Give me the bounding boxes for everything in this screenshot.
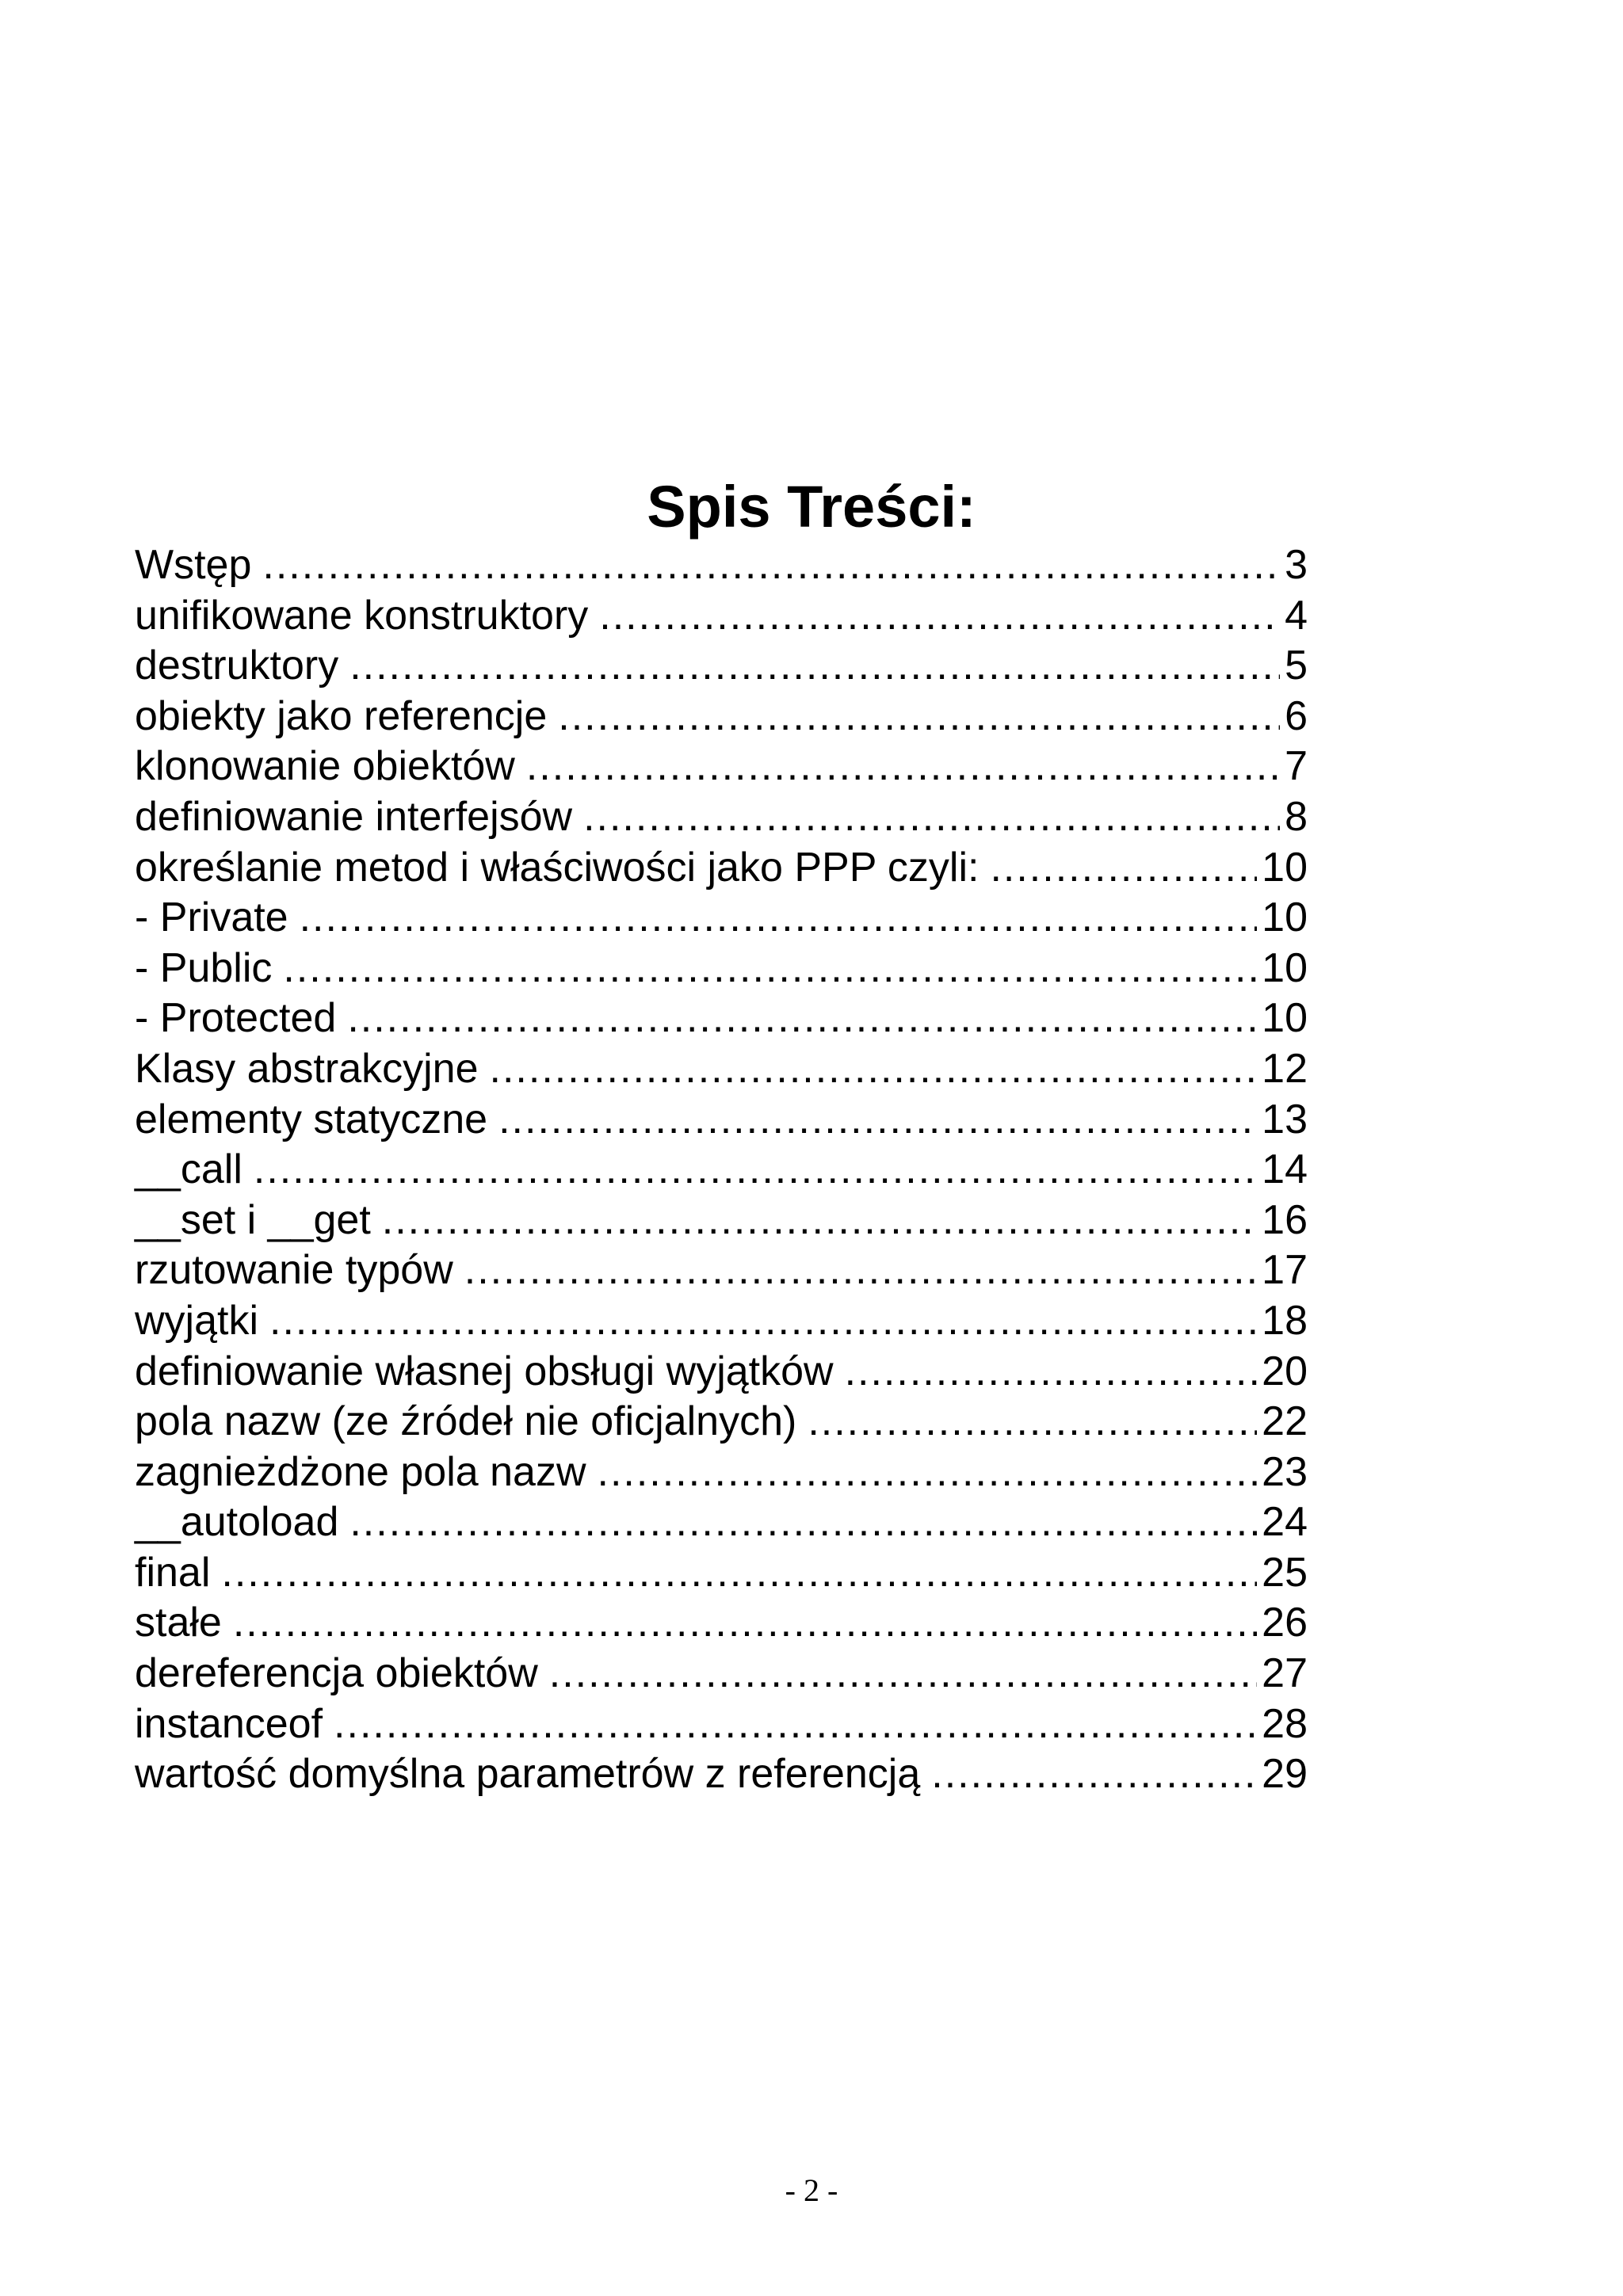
toc-entry-label: określanie metod i właściwości jako PPP czyli:	[135, 844, 980, 891]
toc-entry-page: 13	[1262, 1096, 1308, 1142]
toc-leader-dots	[233, 1598, 1257, 1649]
toc-entry-page: 10	[1262, 995, 1308, 1042]
toc-leader-dots	[549, 1649, 1257, 1699]
toc-entry	[135, 944, 1308, 994]
toc-entry-label: - Public	[135, 944, 273, 991]
toc-entry	[135, 792, 1308, 843]
toc-leader-dots	[221, 1548, 1257, 1599]
toc-entry-label: zagnieżdżone pola nazw	[135, 1448, 586, 1495]
toc-leader-dots	[347, 994, 1257, 1044]
toc-entry	[135, 1347, 1308, 1398]
toc-entry-page: 28	[1262, 1700, 1308, 1747]
toc-leader-dots	[931, 1749, 1257, 1800]
toc-leader-dots	[262, 540, 1280, 591]
toc-entry	[135, 893, 1308, 944]
toc-entry	[135, 994, 1308, 1044]
toc-leader-dots	[526, 742, 1280, 792]
toc-entry-page: 4	[1285, 592, 1308, 639]
toc-entry-label: obiekty jako referencje	[135, 692, 548, 739]
toc-entry	[135, 843, 1308, 894]
toc-entry	[135, 540, 1308, 591]
toc-leader-dots	[583, 792, 1280, 843]
toc-leader-dots	[349, 641, 1280, 692]
toc-entry-label: __autoload	[135, 1499, 339, 1546]
toc-entry-page: 10	[1262, 944, 1308, 991]
toc-entry-page: 17	[1262, 1247, 1308, 1294]
toc-list	[135, 540, 1308, 1800]
toc-leader-dots	[490, 1044, 1258, 1095]
toc-entry	[135, 591, 1308, 642]
toc-entry	[135, 1548, 1308, 1599]
toc-entry-label: unifikowane konstruktory	[135, 592, 589, 639]
toc-entry	[135, 1447, 1308, 1498]
toc-entry-label: __call	[135, 1146, 242, 1193]
toc-entry-label: elementy statyczne	[135, 1096, 488, 1142]
toc-leader-dots	[283, 944, 1257, 994]
toc-leader-dots	[845, 1347, 1258, 1398]
toc-entry-page: 7	[1285, 743, 1308, 790]
toc-entry-label: wyjątki	[135, 1297, 259, 1344]
toc-entry-page: 10	[1262, 894, 1308, 941]
toc-entry-label: - Private	[135, 894, 288, 941]
toc-entry-page: 6	[1285, 692, 1308, 739]
toc-entry	[135, 641, 1308, 692]
toc-entry-page: 16	[1262, 1196, 1308, 1243]
toc-entry-label: definiowanie interfejsów	[135, 793, 573, 840]
toc-entry-page: 3	[1285, 542, 1308, 588]
toc-entry-label: definiowanie własnej obsługi wyjątków	[135, 1348, 834, 1394]
toc-leader-dots	[464, 1245, 1257, 1296]
toc-entry	[135, 1044, 1308, 1095]
toc-entry	[135, 742, 1308, 792]
toc-leader-dots	[498, 1095, 1257, 1146]
toc-entry-page: 8	[1285, 793, 1308, 840]
toc-entry-page: 20	[1262, 1348, 1308, 1394]
toc-entry-page: 27	[1262, 1650, 1308, 1697]
toc-entry-page: 18	[1262, 1297, 1308, 1344]
toc-entry-page: 26	[1262, 1600, 1308, 1646]
toc-entry-page: 5	[1285, 643, 1308, 689]
toc-entry	[135, 1497, 1308, 1548]
toc-entry-page: 22	[1262, 1398, 1308, 1445]
toc-entry-page: 29	[1262, 1751, 1308, 1798]
toc-leader-dots	[382, 1196, 1257, 1246]
toc-entry	[135, 1598, 1308, 1649]
toc-entry-label: final	[135, 1549, 211, 1596]
toc-entry-page: 12	[1262, 1045, 1308, 1092]
toc-entry-label: Wstęp	[135, 542, 252, 588]
toc-entry-label: instanceof	[135, 1700, 323, 1747]
toc-entry-label: klonowanie obiektów	[135, 743, 515, 790]
toc-leader-dots	[599, 591, 1280, 642]
toc-entry-page: 24	[1262, 1499, 1308, 1546]
toc-entry	[135, 1296, 1308, 1347]
toc-leader-dots	[334, 1699, 1257, 1750]
toc-entry	[135, 1145, 1308, 1196]
toc-entry-page: 23	[1262, 1448, 1308, 1495]
toc-entry	[135, 1196, 1308, 1246]
toc-entry-label: destruktory	[135, 643, 339, 689]
toc-leader-dots	[990, 843, 1257, 894]
page-number: - 2 -	[785, 2172, 838, 2208]
toc-title: Spis Treści:	[647, 474, 976, 540]
toc-leader-dots	[808, 1397, 1257, 1447]
toc-entry-label: rzutowanie typów	[135, 1247, 453, 1294]
toc-entry-label: Klasy abstrakcyjne	[135, 1045, 479, 1092]
toc-leader-dots	[349, 1497, 1257, 1548]
toc-entry	[135, 1245, 1308, 1296]
toc-entry	[135, 692, 1308, 742]
toc-entry-label: wartość domyślna parametrów z referencją	[135, 1751, 921, 1798]
toc-leader-dots	[300, 893, 1258, 944]
toc-entry-label: stałe	[135, 1600, 222, 1646]
toc-entry-page: 10	[1262, 844, 1308, 891]
toc-leader-dots	[254, 1145, 1257, 1196]
toc-entry-label: - Protected	[135, 995, 337, 1042]
toc-entry-label: pola nazw (ze źródeł nie oficjalnych)	[135, 1398, 797, 1445]
toc-leader-dots	[558, 692, 1280, 742]
toc-entry-page: 14	[1262, 1146, 1308, 1193]
toc-entry	[135, 1397, 1308, 1447]
toc-entry	[135, 1649, 1308, 1699]
toc-entry-page: 25	[1262, 1549, 1308, 1596]
toc-entry	[135, 1095, 1308, 1146]
toc-entry-label: __set i __get	[135, 1196, 371, 1243]
toc-entry	[135, 1749, 1308, 1800]
toc-leader-dots	[598, 1447, 1258, 1498]
toc-entry-label: dereferencja obiektów	[135, 1650, 538, 1697]
toc-leader-dots	[269, 1296, 1257, 1347]
toc-entry	[135, 1699, 1308, 1750]
